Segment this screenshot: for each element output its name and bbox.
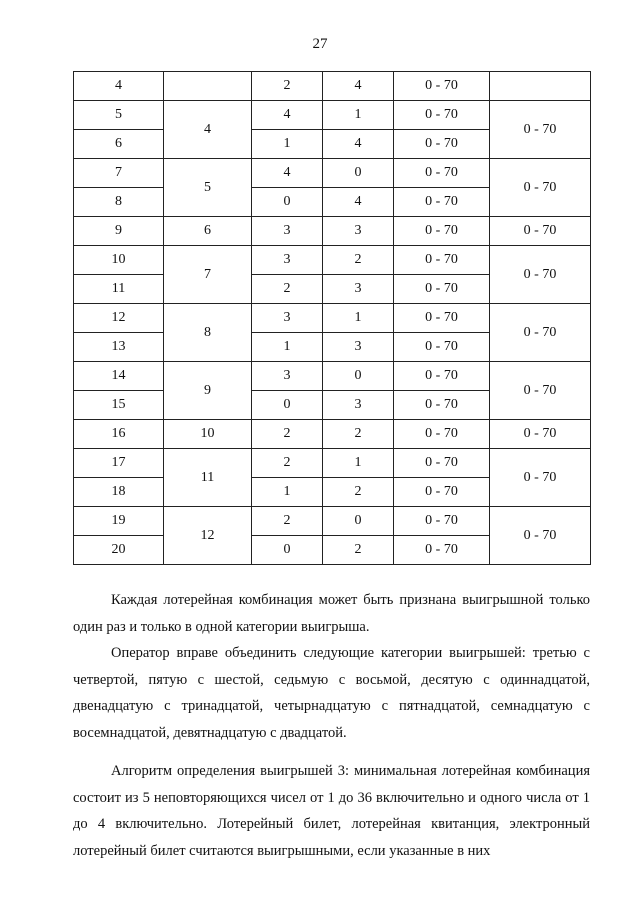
combined-range-cell: 0 - 70 [490, 246, 591, 304]
row-number: 8 [74, 188, 164, 217]
range-cell: 0 - 70 [394, 188, 490, 217]
category-cell: 4 [164, 101, 252, 159]
body-text [73, 587, 590, 864]
count-a-cell: 2 [252, 72, 323, 101]
combined-range-cell: 0 - 70 [490, 217, 591, 246]
category-cell: 8 [164, 304, 252, 362]
range-cell: 0 - 70 [394, 130, 490, 159]
row-number: 7 [74, 159, 164, 188]
count-a-cell: 2 [252, 449, 323, 478]
range-cell: 0 - 70 [394, 420, 490, 449]
count-b-cell: 1 [323, 101, 394, 130]
category-cell [164, 72, 252, 101]
combined-range-cell: 0 - 70 [490, 304, 591, 362]
count-b-cell: 4 [323, 72, 394, 101]
category-cell: 7 [164, 246, 252, 304]
range-cell: 0 - 70 [394, 304, 490, 333]
category-cell: 11 [164, 449, 252, 507]
category-cell: 9 [164, 362, 252, 420]
range-cell: 0 - 70 [394, 101, 490, 130]
count-b-cell: 0 [323, 507, 394, 536]
count-a-cell: 4 [252, 101, 323, 130]
count-b-cell: 1 [323, 449, 394, 478]
count-b-cell: 3 [323, 275, 394, 304]
range-cell: 0 - 70 [394, 72, 490, 101]
count-b-cell: 4 [323, 188, 394, 217]
row-number: 10 [74, 246, 164, 275]
category-cell: 12 [164, 507, 252, 565]
count-b-cell: 2 [323, 536, 394, 565]
row-number: 4 [74, 72, 164, 101]
range-cell: 0 - 70 [394, 449, 490, 478]
count-a-cell: 0 [252, 536, 323, 565]
range-cell: 0 - 70 [394, 391, 490, 420]
count-a-cell: 0 [252, 391, 323, 420]
row-number: 18 [74, 478, 164, 507]
count-a-cell: 1 [252, 478, 323, 507]
count-b-cell: 3 [323, 333, 394, 362]
count-a-cell: 2 [252, 507, 323, 536]
count-a-cell: 2 [252, 420, 323, 449]
count-a-cell: 3 [252, 246, 323, 275]
row-number: 6 [74, 130, 164, 159]
row-number: 19 [74, 507, 164, 536]
combined-range-cell: 0 - 70 [490, 449, 591, 507]
range-cell: 0 - 70 [394, 362, 490, 391]
row-number: 16 [74, 420, 164, 449]
table-row [74, 246, 591, 275]
count-b-cell: 3 [323, 217, 394, 246]
row-number: 5 [74, 101, 164, 130]
row-number: 14 [74, 362, 164, 391]
row-number: 17 [74, 449, 164, 478]
range-cell: 0 - 70 [394, 217, 490, 246]
count-a-cell: 1 [252, 333, 323, 362]
count-b-cell: 1 [323, 304, 394, 333]
row-number: 9 [74, 217, 164, 246]
count-b-cell: 2 [323, 246, 394, 275]
count-b-cell: 0 [323, 362, 394, 391]
range-cell: 0 - 70 [394, 275, 490, 304]
row-number: 13 [74, 333, 164, 362]
range-cell: 0 - 70 [394, 536, 490, 565]
table-row [74, 72, 591, 101]
table-row [74, 217, 591, 246]
range-cell: 0 - 70 [394, 478, 490, 507]
combined-range-cell [490, 72, 591, 101]
table-row [74, 507, 591, 536]
combined-range-cell: 0 - 70 [490, 362, 591, 420]
page-number: 27 [312, 36, 328, 52]
combined-range-cell: 0 - 70 [490, 159, 591, 217]
count-b-cell: 2 [323, 478, 394, 507]
category-cell: 5 [164, 159, 252, 217]
paragraph-algorithm-3: Алгоритм определения выигрышей 3: минимальная лотерейная комбинация состоит из 5 неповторяющихся чисел от 1 до 36 включительно и одного числа от 1 до 4 включительно. Лотерейный билет, лотерейная квитанция, электронный лотерейный билет считаются выигрышными, если указанные в них [73, 763, 590, 859]
table-row [74, 420, 591, 449]
category-cell: 6 [164, 217, 252, 246]
row-number: 11 [74, 275, 164, 304]
table-row [74, 362, 591, 391]
count-a-cell: 2 [252, 275, 323, 304]
winnings-table [73, 71, 591, 565]
range-cell: 0 - 70 [394, 159, 490, 188]
table-row [74, 101, 591, 130]
count-b-cell: 3 [323, 391, 394, 420]
combined-range-cell: 0 - 70 [490, 507, 591, 565]
combined-range-cell: 0 - 70 [490, 101, 591, 159]
range-cell: 0 - 70 [394, 333, 490, 362]
count-a-cell: 4 [252, 159, 323, 188]
table-row [74, 159, 591, 188]
range-cell: 0 - 70 [394, 507, 490, 536]
paragraph-single-win: Каждая лотерейная комбинация может быть признана выигрышной только один раз и только в одной категории выигрыша. [73, 592, 590, 635]
count-a-cell: 0 [252, 188, 323, 217]
count-b-cell: 4 [323, 130, 394, 159]
row-number: 12 [74, 304, 164, 333]
count-b-cell: 2 [323, 420, 394, 449]
category-cell: 10 [164, 420, 252, 449]
row-number: 15 [74, 391, 164, 420]
range-cell: 0 - 70 [394, 246, 490, 275]
count-a-cell: 1 [252, 130, 323, 159]
combined-range-cell: 0 - 70 [490, 420, 591, 449]
count-a-cell: 3 [252, 362, 323, 391]
row-number: 20 [74, 536, 164, 565]
table-row [74, 304, 591, 333]
count-a-cell: 3 [252, 217, 323, 246]
table-row [74, 449, 591, 478]
paragraph-merge-categories: Оператор вправе объединить следующие категории выигрышей: третью с четвертой, пятую с шестой, седьмую с восьмой, десятую с одиннадцатой, двенадцатую с тринадцатой, четырнадцатую с пятнадцатой, семнадцатую с восемнадцатой, девятнадцатую с двадцатой. [73, 645, 590, 741]
count-a-cell: 3 [252, 304, 323, 333]
count-b-cell: 0 [323, 159, 394, 188]
